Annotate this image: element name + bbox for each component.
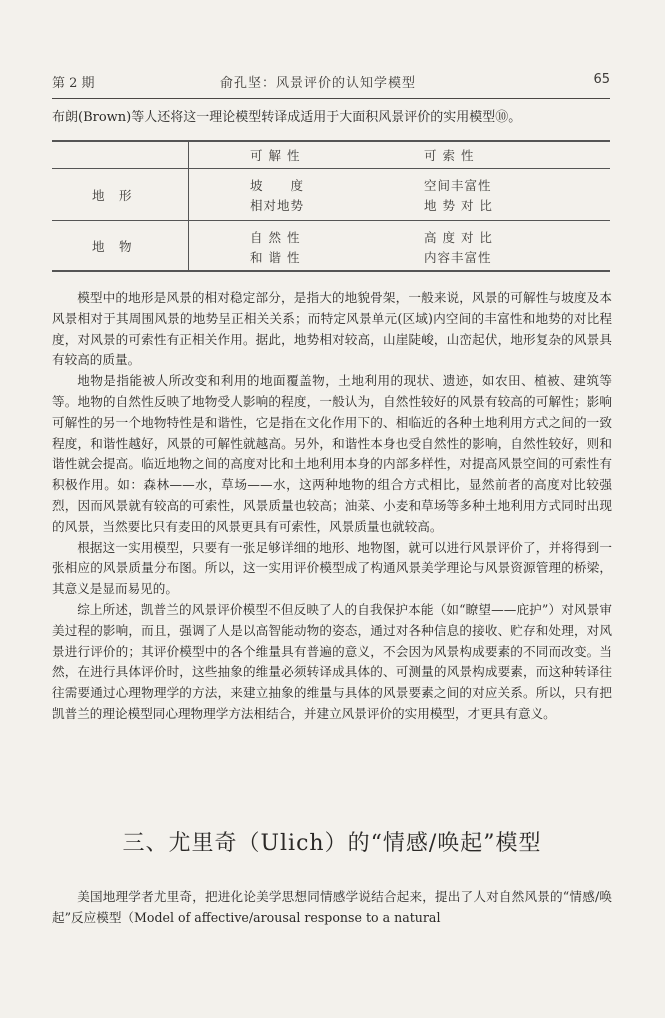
header-rule [52,98,610,99]
section-heading: 三、尤里奇（Ulich）的“情感/唤起”模型 [122,831,542,856]
paragraph: 根据这一实用模型，只要有一张足够详细的地形、地物图，就可以进行风景评价了，并将得到一张相应的风景质量分布图。所以，这一实用评价模型成了构通风景美学理论与风景资源管理的桥梁，其意义是显而易见的。 [52,539,612,597]
issue-label: 第 2 期 [52,76,95,91]
table-cell: 高 度 对 比 [424,230,493,245]
table-column-rule [188,140,189,270]
table-bottom-rule [52,270,610,272]
column-header-mystery: 可 索 性 [424,148,475,163]
table-cell: 相对地势 [250,198,305,213]
table-cell: 和 谐 性 [250,250,301,265]
column-header-legibility: 可 解 性 [250,148,301,163]
table-cell: 地 势 对 比 [424,198,493,213]
body-text [52,288,612,725]
table-row-rule [52,220,610,221]
section-body-text [52,886,612,928]
table-cell: 坡 度 [250,178,305,193]
table-header-rule [52,168,610,169]
table-cell: 空间丰富性 [424,178,492,193]
row-label-land-cover: 地 物 [92,239,133,254]
intro-line: 布朗(Brown)等人还将这一理论模型转译成适用于大面积风景评价的实用模型⑩。 [52,110,522,125]
paragraph: 美国地理学者尤里奇，把进化论美学思想同情感学说结合起来，提出了人对自然风景的“情感/唤起”反应模型（Model of affective/arousal response to a natural [52,889,612,925]
table-top-rule [52,140,610,142]
paragraph: 模型中的地形是风景的相对稳定部分，是指大的地貌骨架，一般来说，风景的可解性与坡度及本风景相对于其周围风景的地势呈正相关关系；而特定风景单元(区域)内空间的丰富性和地势的对比程度，对风景的可索性有正相关作用。据此，地势相对较高，山崖陡峻，山峦起伏，地形复杂的风景具有较高的质量。 [52,290,612,368]
paragraph: 地物是指能被人所改变和利用的地面覆盖物，土地利用的现状、遗迹，如农田、植被、建筑等等。地物的自然性反映了地物受人影响的程度，一般认为，自然性较好的风景有较高的可解性；影响可解性的另一个地物特性是和谐性，它是指在文化作用下的、相临近的各种土地利用方式之间的一致程度，和谐性越好，风景的可解性就越高。另外，和谐性本身也受自然性的影响，自然性较好，则和谐性就会提高。临近地物之间的高度对比和土地利用本身的内部多样性，对提高风景空间的可索性有积极作用。如：森林——水，草场——水，这两种地物的组合方式相比，显然前者的高度对比较强烈，因而风景就有较高的可索性，风景质量也较高；油菜、小麦和草场等多种土地利用方式同时出现的风景，当然要比只有麦田的风景更具有可索性，风景质量也就较高。 [52,373,612,534]
article-running-title: 俞孔坚：风景评价的认知学模型 [220,76,417,91]
running-header [52,72,610,94]
row-label-landform: 地 形 [92,188,133,203]
table-cell: 内容丰富性 [424,250,492,265]
model-table [52,132,610,274]
page-number: 65 [593,72,610,87]
table-cell: 自 然 性 [250,230,301,245]
paragraph: 综上所述，凯普兰的风景评价模型不但反映了人的自我保护本能（如“瞭望——庇护”）对风景审美过程的影响，而且，强调了人是以高智能动物的姿态，通过对各种信息的接收、贮存和处理，对风景进行评价的；其评价模型中的各个维量具有普遍的意义，不会因为风景构成要素的不同而改变。当然，在进行具体评价时，这些抽象的维量必须转译成具体的、可测量的风景构成要素，而这种转译往往需要通过心理物理学的方法，来建立抽象的维量与具体的风景要素之间的对应关系。所以，只有把凯普兰的理论模型同心理物理学方法相结合，并建立风景评价的实用模型，才更具有意义。 [52,601,612,721]
